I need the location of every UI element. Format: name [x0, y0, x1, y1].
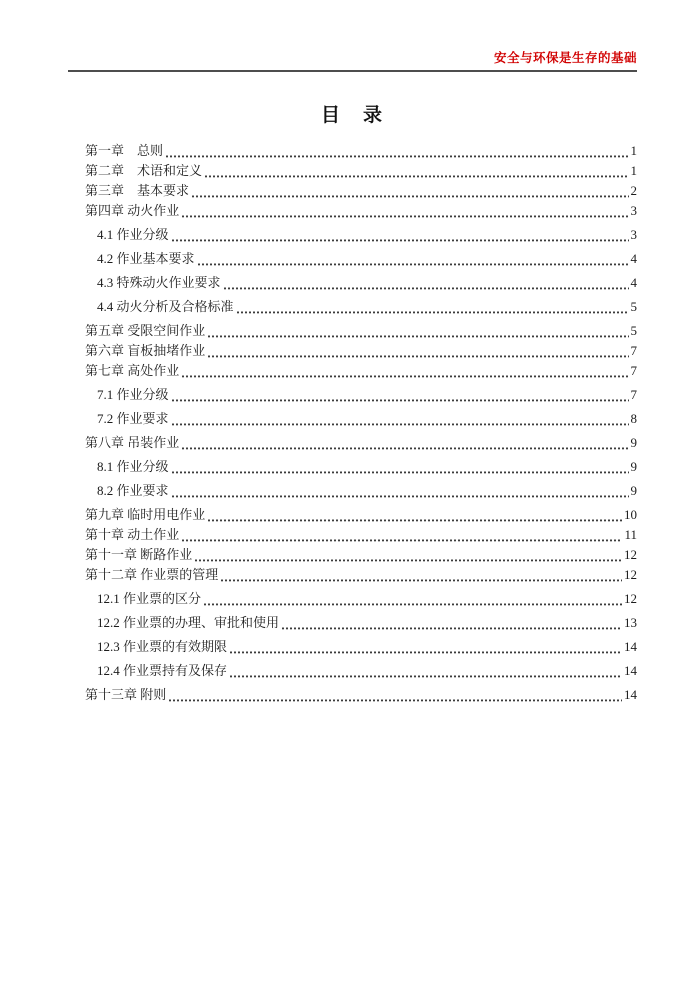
- page-header: [68, 48, 637, 72]
- dot-leader: [221, 579, 622, 582]
- toc-entry-label: 第五章 受限空间作业: [85, 323, 206, 338]
- toc-entry-page: 7: [630, 363, 637, 378]
- dot-leader: [169, 699, 622, 702]
- toc-entry-label: 12.3 作业票的有效期限: [97, 639, 228, 654]
- toc-entry[interactable]: [97, 613, 637, 633]
- dot-leader: [208, 335, 628, 338]
- toc-entry-page: 1: [630, 163, 637, 178]
- toc-entry[interactable]: [85, 685, 637, 705]
- dot-leader: [204, 603, 622, 606]
- toc-entry-label: 4.1 作业分级: [97, 227, 169, 242]
- toc-entry-label: 第十章 动土作业: [85, 527, 180, 542]
- toc-entry[interactable]: [97, 661, 637, 681]
- toc-entry-page: 9: [630, 459, 637, 474]
- toc-entry-page: 10: [624, 507, 637, 522]
- toc-entry-page: 2: [630, 183, 637, 198]
- toc-entry-label: 4.3 特殊动火作业要求: [97, 275, 221, 290]
- dot-leader: [230, 675, 622, 678]
- toc-entry-page: 4: [630, 275, 637, 290]
- dot-leader: [166, 155, 628, 158]
- toc-entry-page: 4: [630, 251, 637, 266]
- dot-leader: [230, 651, 622, 654]
- toc-entry-page: 14: [624, 663, 637, 678]
- toc-entry-page: 3: [630, 203, 637, 218]
- toc-entry[interactable]: [97, 385, 637, 405]
- toc-entry-page: 12: [624, 591, 637, 606]
- toc-entry-page: 11: [624, 527, 637, 542]
- dot-leader: [182, 447, 628, 450]
- toc-entry[interactable]: [97, 589, 637, 609]
- toc-entry[interactable]: [85, 341, 637, 361]
- toc-entry[interactable]: [85, 361, 637, 381]
- toc-entry-page: 7: [630, 387, 637, 402]
- toc-entry-page: 14: [624, 639, 637, 654]
- toc-list: [68, 141, 637, 705]
- toc-entry-label: 第三章 基本要求: [85, 183, 190, 198]
- toc-entry-page: 3: [630, 227, 637, 242]
- dot-leader: [208, 355, 628, 358]
- toc-entry-page: 12: [624, 547, 637, 562]
- toc-entry[interactable]: [85, 545, 637, 565]
- toc-entry-label: 第一章 总则: [85, 143, 164, 158]
- toc-entry-page: 14: [624, 687, 637, 702]
- toc-entry-page: 5: [630, 323, 637, 338]
- dot-leader: [172, 423, 629, 426]
- dot-leader: [208, 519, 622, 522]
- dot-leader: [224, 287, 629, 290]
- toc-entry-label: 12.1 作业票的区分: [97, 591, 202, 606]
- toc-entry-label: 12.2 作业票的办理、审批和使用: [97, 615, 280, 630]
- toc-entry[interactable]: [97, 297, 637, 317]
- toc-entry-page: 7: [630, 343, 637, 358]
- toc-entry-label: 12.4 作业票持有及保存: [97, 663, 228, 678]
- toc-entry[interactable]: [97, 457, 637, 477]
- toc-entry[interactable]: [85, 505, 637, 525]
- dot-leader: [172, 471, 629, 474]
- toc-entry-label: 7.1 作业分级: [97, 387, 169, 402]
- toc-entry-label: 8.1 作业分级: [97, 459, 169, 474]
- toc-entry-label: 第二章 术语和定义: [85, 163, 203, 178]
- toc-entry[interactable]: [85, 181, 637, 201]
- dot-leader: [182, 215, 628, 218]
- toc-entry[interactable]: [97, 637, 637, 657]
- dot-leader: [172, 495, 629, 498]
- toc-entry[interactable]: [85, 161, 637, 181]
- dot-leader: [198, 263, 629, 266]
- toc-entry-label: 第八章 吊装作业: [85, 435, 180, 450]
- toc-entry[interactable]: [97, 273, 637, 293]
- dot-leader: [182, 375, 628, 378]
- toc-entry-page: 9: [630, 483, 637, 498]
- dot-leader: [237, 311, 629, 314]
- toc-entry[interactable]: [85, 525, 637, 545]
- toc-entry[interactable]: [85, 433, 637, 453]
- toc-entry-page: 13: [624, 615, 637, 630]
- toc-entry[interactable]: [85, 321, 637, 341]
- dot-leader: [282, 627, 622, 630]
- toc-entry-label: 4.4 动火分析及合格标准: [97, 299, 234, 314]
- toc-entry[interactable]: [85, 141, 637, 161]
- dot-leader: [195, 559, 622, 562]
- dot-leader: [172, 239, 629, 242]
- toc-entry-label: 8.2 作业要求: [97, 483, 169, 498]
- toc-entry-label: 第十三章 附则: [85, 687, 167, 702]
- header-slogan: 安全与环保是生存的基础: [493, 51, 637, 65]
- dot-leader: [172, 399, 629, 402]
- toc-entry[interactable]: [97, 249, 637, 269]
- toc-entry-page: 8: [630, 411, 637, 426]
- toc-entry[interactable]: [97, 225, 637, 245]
- dot-leader: [192, 195, 628, 198]
- toc-entry[interactable]: [97, 481, 637, 501]
- page-title: 目 录: [320, 105, 384, 126]
- dot-leader: [205, 175, 628, 178]
- toc-entry-label: 第十一章 断路作业: [85, 547, 193, 562]
- toc-entry-label: 第九章 临时用电作业: [85, 507, 206, 522]
- toc-entry-page: 5: [630, 299, 637, 314]
- toc-entry-label: 第十二章 作业票的管理: [85, 567, 219, 582]
- toc-entry-label: 4.2 作业基本要求: [97, 251, 195, 266]
- toc-entry[interactable]: [97, 409, 637, 429]
- toc-entry-page: 9: [630, 435, 637, 450]
- toc-entry-label: 第六章 盲板抽堵作业: [85, 343, 206, 358]
- toc-entry-label: 第七章 高处作业: [85, 363, 180, 378]
- toc-entry-page: 12: [624, 567, 637, 582]
- toc-entry[interactable]: [85, 565, 637, 585]
- toc-entry-page: 1: [630, 143, 637, 158]
- toc-entry-label: 第四章 动火作业: [85, 203, 180, 218]
- toc-entry-label: 7.2 作业要求: [97, 411, 169, 426]
- toc-entry[interactable]: [85, 201, 637, 221]
- dot-leader: [182, 539, 622, 542]
